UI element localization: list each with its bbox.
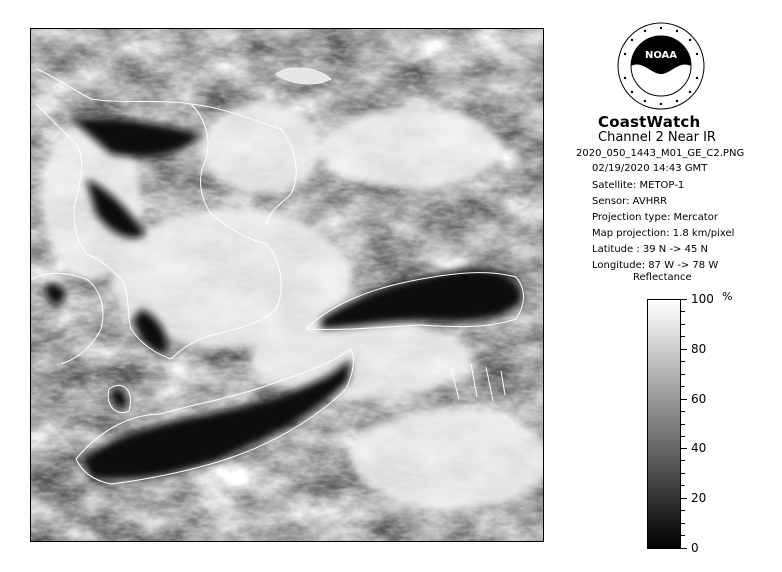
colorbar-major-tick: [681, 548, 687, 549]
colorbar: [647, 299, 681, 549]
noaa-logo: [617, 22, 705, 110]
colorbar-minor-tick: [681, 510, 685, 511]
colorbar-tick-label: 100: [691, 292, 714, 306]
logo-center-text: NOAA: [644, 50, 678, 61]
colorbar-tick-label: 40: [691, 441, 707, 455]
colorbar-tick-label: 0: [691, 541, 699, 555]
colorbar-minor-tick: [681, 473, 685, 474]
colorbar-minor-tick: [681, 386, 685, 387]
colorbar-minor-tick: [681, 485, 685, 486]
colorbar-tick-label: 60: [691, 392, 707, 406]
satellite-image: [31, 29, 543, 541]
colorbar-major-tick: [681, 299, 687, 300]
file-name: 2020_050_1443_M01_GE_C2.PNG: [576, 148, 745, 159]
colorbar-minor-tick: [681, 324, 685, 325]
colorbar-minor-tick: [681, 424, 685, 425]
channel-subtitle: Channel 2 Near IR: [598, 130, 716, 145]
colorbar-minor-tick: [681, 311, 685, 312]
colorbar-minor-tick: [681, 411, 685, 412]
satellite-map: [30, 28, 544, 542]
colorbar-minor-tick: [681, 361, 685, 362]
colorbar-minor-tick: [681, 535, 685, 536]
colorbar-major-tick: [681, 399, 687, 400]
meta-sensor: Sensor: AVHRR: [592, 196, 668, 207]
meta-datetime: 02/19/2020 14:43 GMT: [592, 163, 708, 174]
colorbar-minor-tick: [681, 336, 685, 337]
product-title: CoastWatch: [598, 113, 701, 131]
colorbar-unit: %: [722, 290, 733, 303]
colorbar-major-tick: [681, 448, 687, 449]
colorbar-minor-tick: [681, 460, 685, 461]
colorbar-minor-tick: [681, 523, 685, 524]
colorbar-major-tick: [681, 498, 687, 499]
colorbar-minor-tick: [681, 436, 685, 437]
colorbar-title: Reflectance: [633, 272, 692, 283]
meta-map-projection: Map projection: 1.8 km/pixel: [592, 228, 735, 239]
meta-latitude: Latitude : 39 N -> 45 N: [592, 244, 708, 255]
meta-longitude: Longitude: 87 W -> 78 W: [592, 260, 719, 271]
colorbar-tick-label: 80: [691, 342, 707, 356]
meta-satellite: Satellite: METOP-1: [592, 180, 685, 191]
colorbar-tick-label: 20: [691, 491, 707, 505]
colorbar-major-tick: [681, 349, 687, 350]
meta-projection-type: Projection type: Mercator: [592, 212, 718, 223]
colorbar-minor-tick: [681, 374, 685, 375]
